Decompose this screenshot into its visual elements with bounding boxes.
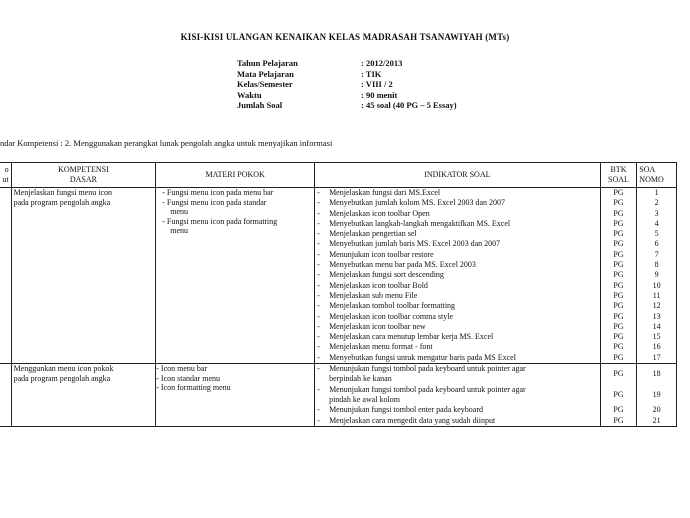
nomor-value: 10 bbox=[652, 280, 661, 290]
btk-value: PG bbox=[613, 208, 624, 218]
header-indikator: INDIKATOR SOAL bbox=[315, 163, 601, 188]
meta-label: Tahun Pelajaran bbox=[237, 58, 298, 68]
indikator-item: pindah ke awal kolom bbox=[329, 394, 400, 404]
btk-value: PG bbox=[613, 301, 624, 311]
meta-value: : VIII / 2 bbox=[361, 79, 393, 90]
btk-cell bbox=[600, 188, 637, 364]
indikator-item: - Menjelaskan pengertian sel bbox=[317, 229, 417, 239]
indikator-item: berpindah ke kanan bbox=[329, 374, 392, 384]
indikator-item: - Menjelaskan cara mengedit data yang sudah diinput bbox=[317, 415, 496, 425]
nomor-value: 14 bbox=[652, 321, 661, 331]
meta-row-class bbox=[237, 79, 457, 90]
meta-row-count bbox=[237, 100, 457, 111]
indikator-item: - Menjelaskan fungsi dari MS.Excel bbox=[317, 188, 441, 197]
meta-value: : 90 menit bbox=[361, 89, 398, 100]
btk-value: PG bbox=[613, 332, 624, 342]
btk-value: PG bbox=[613, 415, 624, 425]
btk-value: PG bbox=[613, 249, 624, 259]
nomor-value: 5 bbox=[654, 229, 659, 239]
indikator-item: - Menjelaskan fungsi sort descending bbox=[317, 270, 444, 280]
indikator-item: - Menjelaskan icon toolbar Open bbox=[317, 208, 430, 218]
indikator-item: - Menjelaskan icon toolbar Bold bbox=[317, 280, 428, 290]
standar-kompetensi: ndar Kompetensi : 2. Menggunakan perangkat lunak pengolah angka untuk menyajikan informasi bbox=[0, 138, 333, 148]
nomor-value: 21 bbox=[652, 415, 661, 425]
nomor-value: 17 bbox=[652, 352, 661, 362]
nomor-value: 4 bbox=[654, 218, 659, 228]
table-row bbox=[0, 364, 677, 427]
kompetensi-cell: Menjelaskan fungsi menu icon pada program pengolah angka bbox=[11, 188, 156, 364]
btk-cell bbox=[600, 364, 637, 427]
meta-label: Waktu bbox=[237, 89, 262, 100]
indikator-item: - Menjelaskan menu format - font bbox=[317, 342, 433, 352]
meta-value: : 45 soal (40 PG – 5 Essay) bbox=[361, 100, 457, 111]
btk-value: PG bbox=[613, 229, 624, 239]
nomor-value: 7 bbox=[654, 249, 659, 259]
meta-row-subject bbox=[237, 69, 457, 80]
nomor-value: 6 bbox=[654, 239, 659, 249]
indikator-item: - Menjelaskan sub menu File bbox=[317, 290, 418, 300]
group-number bbox=[0, 364, 11, 427]
btk-value: PG bbox=[613, 321, 624, 331]
header-materi: MATERI POKOK bbox=[156, 163, 315, 188]
header-no: o ut bbox=[0, 163, 11, 188]
indikator-item: - Menunjukan icon toolbar restore bbox=[317, 249, 434, 259]
nomor-cell bbox=[637, 188, 677, 364]
nomor-value: 9 bbox=[654, 270, 659, 280]
meta-label: Jumlah Soal bbox=[237, 100, 283, 111]
indikator-item: - Menyebutkan langkah-langkah mengaktifkan MS. Excel bbox=[317, 218, 511, 228]
meta-label: Mata Pelajaran bbox=[237, 68, 294, 79]
nomor-value: 8 bbox=[654, 260, 659, 270]
indikator-cell bbox=[315, 364, 601, 427]
meta-value: : 2012/2013 bbox=[361, 58, 403, 68]
nomor-value: 15 bbox=[652, 332, 661, 342]
nomor-value: 19 bbox=[652, 389, 661, 399]
indikator-cell bbox=[315, 188, 601, 364]
indikator-item: - Menyebutkan jumlah baris MS. Excel 2003 dan 2007 bbox=[317, 239, 501, 249]
btk-value: PG bbox=[613, 188, 624, 197]
btk-value: PG bbox=[613, 369, 624, 379]
btk-value: PG bbox=[613, 311, 624, 321]
btk-value: PG bbox=[613, 239, 624, 249]
header-nomor: SOA NOMO bbox=[637, 163, 677, 188]
indikator-item: - Menyebutkan fungsi untuk mengatur baris pada MS Excel bbox=[317, 352, 516, 362]
header-kompetensi: KOMPETENSI DASAR bbox=[11, 163, 156, 188]
header-btk: BTK SOAL bbox=[600, 163, 637, 188]
btk-value: PG bbox=[613, 290, 624, 300]
indikator-item: - Menyebutkan jumlah kolom MS. Excel 2003 dan 2007 bbox=[317, 198, 506, 208]
btk-value: PG bbox=[613, 352, 624, 362]
nomor-value: 13 bbox=[652, 311, 661, 321]
document-meta bbox=[237, 58, 457, 111]
kompetensi-cell: Menggunkan menu icon pokok pada program pengolah angka bbox=[11, 364, 156, 427]
meta-label: Kelas/Semester bbox=[237, 79, 293, 90]
materi-cell: - Icon menu bar - Icon standar menu - Icon formatting menu bbox=[156, 364, 315, 427]
btk-value: PG bbox=[613, 270, 624, 280]
nomor-value: 18 bbox=[652, 369, 661, 379]
btk-value: PG bbox=[613, 218, 624, 228]
btk-value: PG bbox=[613, 260, 624, 270]
document-title: KISI-KISI ULANGAN KENAIKAN KELAS MADRASAH TSANAWIYAH (MTs) bbox=[180, 32, 510, 42]
btk-value: PG bbox=[613, 280, 624, 290]
nomor-value: 2 bbox=[654, 198, 659, 208]
btk-value: PG bbox=[613, 198, 624, 208]
btk-value: PG bbox=[613, 405, 624, 415]
indikator-item: - Menjelaskan icon toolbar comma style bbox=[317, 311, 454, 321]
materi-cell: - Fungsi menu icon pada menu bar - Fungsi menu icon pada standar menu - Fungsi menu icon pada formatting menu bbox=[156, 188, 315, 364]
table-row bbox=[0, 188, 677, 364]
btk-value: PG bbox=[613, 342, 624, 352]
indikator-item: - Menjelaskan tombol toolbar formatting bbox=[317, 301, 456, 311]
meta-row-time bbox=[237, 90, 457, 101]
nomor-value: 16 bbox=[652, 342, 661, 352]
nomor-value: 20 bbox=[652, 405, 661, 415]
kisi-kisi-table bbox=[0, 162, 677, 427]
nomor-value: 1 bbox=[654, 188, 659, 197]
meta-row-year bbox=[237, 58, 457, 69]
indikator-item: - Menunjukan fungsi tombol pada keyboard untuk pointer agar bbox=[317, 384, 526, 394]
indikator-item: - Menunjukan fungsi tombol enter pada keyboard bbox=[317, 405, 484, 415]
group-number bbox=[0, 188, 11, 364]
indikator-item: - Menjelaskan cara menutup lembar kerja MS. Excel bbox=[317, 332, 494, 342]
indikator-item: - Menjelaskan icon toolbar new bbox=[317, 321, 426, 331]
table-header-row bbox=[0, 163, 677, 188]
indikator-item: - Menyebutkan menu bar pada MS. Excel 2003 bbox=[317, 260, 476, 270]
nomor-value: 3 bbox=[654, 208, 659, 218]
nomor-value: 12 bbox=[652, 301, 661, 311]
btk-value: PG bbox=[613, 389, 624, 399]
nomor-cell bbox=[637, 364, 677, 427]
indikator-item: - Menunjukan fungsi tombol pada keyboard untuk pointer agar bbox=[317, 364, 526, 374]
nomor-value: 11 bbox=[652, 290, 661, 300]
meta-value: : TIK bbox=[361, 68, 382, 79]
